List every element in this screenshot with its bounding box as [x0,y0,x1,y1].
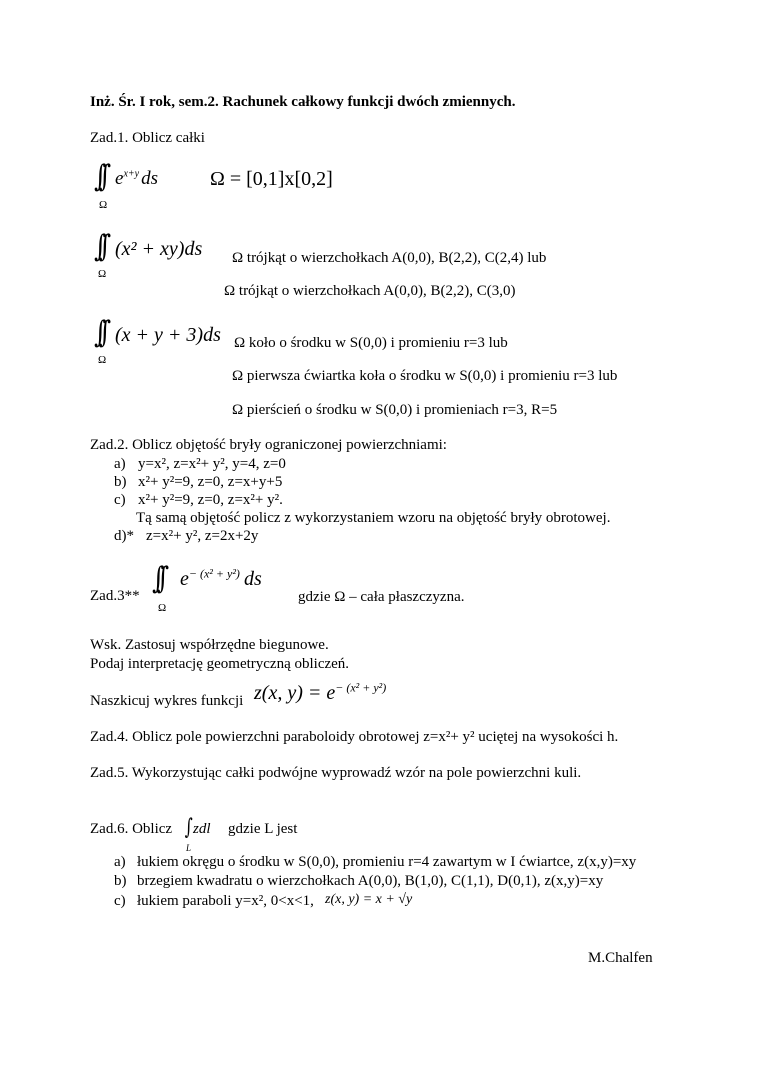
zad2-label: Zad.2. Oblicz objętość bryły ograniczonej powierzchniami: [90,437,447,453]
zad3-sketch-label: Naszkicuj wykres funkcji [90,693,244,709]
zad6-where: gdzie L jest [228,821,298,837]
integral-3-region-b: Ω pierwsza ćwiartka koła o środku w S(0,0) i promieniu r=3 lub [232,368,618,384]
zad4-text: Zad.4. Oblicz pole powierzchni paraboloidy obrotowej z=x²+ y² uciętej na wysokości h. [90,729,619,745]
author: M.Chalfen [588,950,653,966]
list-item: d)* [114,528,134,544]
zad3-sketch-function: z(x, $y) = e^{- (x^2 + y^2)}$ [254,680,387,704]
list-item-text: x²+ y²=9, z=0, z=x+y+5 [138,474,283,490]
integral-1-domain: Ω [99,199,108,211]
integral-1-integrand: $e^{x+y}$ ds [115,168,158,189]
integral-2-domain: Ω [98,268,107,280]
zad5-text: Zad.5. Wykorzystując całki podwójne wyprowadź wzór na pole powierzchni kuli. [90,765,582,781]
integral-2 [94,230,105,265]
list-item: b) [114,873,127,889]
double-integral-icon: ∫∫ [94,315,104,350]
zad6-label: Zad.6. Oblicz [90,821,173,837]
integral-4-domain: Ω [158,602,167,614]
list-item: c) [114,893,126,909]
integral-4-integrand: $e^{- (x^2 + y^2)}$ ds [180,566,262,590]
integral-4 [152,562,163,597]
zad3-hint-1: Wsk. Zastosuj współrzędne biegunowe. [90,637,329,653]
list-item-text: x²+ y²=9, z=0, z=x²+ y². [138,492,283,508]
zad6-c-function: z(x, y) = x + √y [325,892,413,907]
integral-icon: ∫ [184,815,193,840]
list-item: a) [114,854,126,870]
zad1-label: Zad.1. Oblicz całki [90,130,205,146]
integral-1 [94,160,105,195]
double-integral-icon: ∫∫ [94,159,104,194]
list-item: a) [114,456,126,472]
double-integral-icon: ∫∫ [152,561,162,596]
integral-2-integrand: (x² + xy)ds [115,238,203,260]
list-item-text: łukiem paraboli y=x², 0<x<1, [137,893,314,909]
list-item-text: z=x²+ y², z=2x+2y [146,528,259,544]
double-integral-icon: ∫∫ [94,229,104,264]
integral-3 [94,316,105,351]
integral-3-domain: Ω [98,354,107,366]
list-item: b) [114,474,127,490]
integral-2-region-a: Ω trójkąt o wierzchołkach A(0,0), B(2,2), C(2,4) lub [232,250,547,266]
integral-2-region-b: Ω trójkąt o wierzchołkach A(0,0), B(2,2), C(3,0) [224,283,516,299]
list-item: c) [114,492,126,508]
integral-1-region: Ω = [0,1]x[0,2] [210,168,333,190]
zad2-note: Tą samą objętość policz z wykorzystaniem wzoru na objętość bryły obrotowej. [136,510,611,526]
zad3-label: Zad.3** [90,588,140,604]
list-item-text: łukiem okręgu o środku w S(0,0), promieniu r=4 zawartym w I ćwiartce, z(x,y)=xy [137,854,637,870]
line-integral-sub: L [186,843,192,853]
list-item-text: y=x², z=x²+ y², y=4, z=0 [138,456,286,472]
integral-3-integrand: (x + y + 3)ds [115,324,221,346]
zad3-hint-2: Podaj interpretację geometryczną obliczeń. [90,656,350,672]
line-integral-integrand: zdl [193,821,211,837]
page-title: Inż. Śr. I rok, sem.2. Rachunek całkowy funkcji dwóch zmiennych. [90,94,516,110]
integral-3-region-c: Ω pierścień o środku w S(0,0) i promieniach r=3, R=5 [232,402,558,418]
zad3-where: gdzie Ω – cała płaszczyzna. [298,589,465,605]
list-item-text: brzegiem kwadratu o wierzchołkach A(0,0), B(1,0), C(1,1), D(0,1), z(x,y)=xy [137,873,604,889]
integral-3-region-a: Ω koło o środku w S(0,0) i promieniu r=3 lub [234,335,508,351]
